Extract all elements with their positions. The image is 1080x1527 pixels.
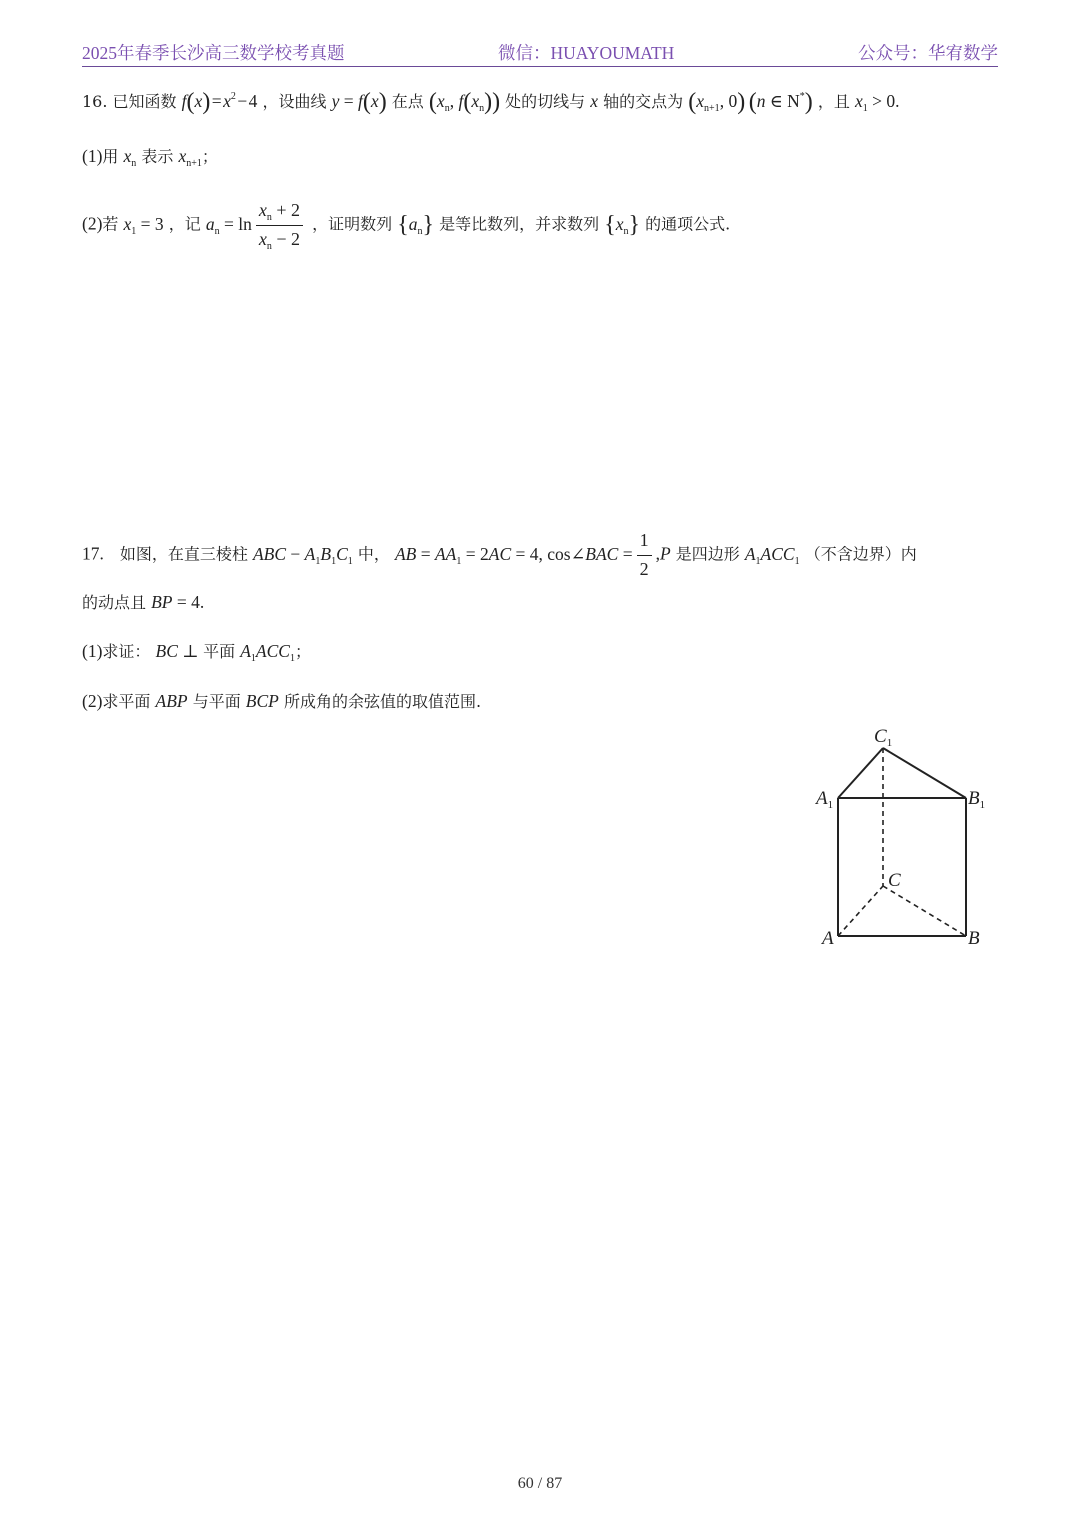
q16-p1-text-1: 用 (102, 147, 119, 166)
q17-stem: 17. 如图，在直三棱柱 ABC − $A_1B_1C_1$ 中， AB = $AA_1 = 2AC = 4$, cos∠BAC = $\frac{1}{2}$ ,P 是四边形 $A_1ACC_1$ （不含边界）内 (82, 530, 917, 579)
q17-p2-text-3: 所成角的余弦值的取值范围. (283, 692, 482, 711)
label-a: A (822, 928, 834, 949)
q17-prism: ABC − $A_1B_1C_1$ (252, 543, 353, 567)
edge-a1-c1 (838, 748, 883, 798)
q17-text-2: 中， (357, 544, 390, 564)
q16-point: ($x_n$, $f(x_n)$) (428, 89, 501, 115)
q16-stem (82, 90, 900, 114)
q16-p2-text-3: ，证明数列 (312, 214, 393, 234)
q17-stem-cont: 的动点且 BP = 4. (82, 592, 205, 612)
q17-text-1: 如图，在直三棱柱 (119, 544, 248, 564)
q16-condition: $x_1 > 0$. (855, 91, 900, 114)
page-header (82, 38, 998, 67)
q16-p2-label: (2) (82, 213, 103, 234)
header-account: 公众号：华宥数学 (858, 43, 998, 63)
q16-curve: y = f(x) (331, 89, 387, 115)
header-wechat: 微信：HUAYOUMATH (498, 43, 675, 63)
q16-text-6: ，且 (817, 92, 850, 111)
q16-number: 16. (82, 92, 108, 111)
q16-p1-label: (1) (82, 146, 103, 166)
edge-c1-b1 (883, 748, 966, 798)
q16-text-4: 处的切线与 (505, 92, 586, 111)
q16-p2-text-4: 是等比数列，并求数列 (439, 214, 600, 234)
q16-p2-text-1: 若 (102, 214, 119, 234)
header-title: 2025年春季长沙高三数学校考真题 (82, 43, 345, 63)
q16-function-def: f(x) = $x^2$ − 4 (181, 89, 258, 115)
q17-text-4: （不含边界）内 (804, 544, 917, 564)
q17-text-3: 是四边形 (675, 544, 740, 564)
q16-p2-text-2: ，记 (168, 214, 201, 234)
label-c: C (888, 870, 901, 891)
q17-number: 17. (82, 543, 104, 564)
q16-text-5: 轴的交点为 (603, 92, 684, 111)
label-a1: $A_1$ (816, 788, 834, 811)
q17-part2: (2)求平面 ABP 与平面 BCP 所成角的余弦值的取值范围. (82, 691, 482, 711)
edge-a-c-hidden (838, 886, 883, 936)
q16-text-2: ，设曲线 (262, 92, 327, 111)
q16-p1-text-2: 表示 (141, 147, 174, 166)
label-c1: $C_1$ (874, 726, 893, 749)
q16-part1: (1)用 $x_n$ 表示 $x_{n+1}$； (82, 146, 218, 169)
edge-c-b-hidden (883, 886, 966, 936)
q17-p2-text-2: 与平面 (192, 692, 241, 711)
prism-figure (810, 722, 1000, 954)
q17-p2-label: (2) (82, 691, 103, 711)
page-number: 60 / 87 (517, 1475, 563, 1492)
q16-part2: (2)若 $x_1 = 3$ ，记 $a_n = \ln$ $\frac{x_n + 2}{x_n - 2}$ ，证明数列 $\{a_n\}$ 是等比数列，并求数列 $\{x_n\}$ 的通项公式. (82, 200, 731, 252)
q16-intersection: ($x_{n+1}$, 0) (n ∈ N*) (688, 89, 813, 115)
q17-text-5: 的动点且 (82, 593, 147, 612)
q16-x-axis: x (590, 91, 599, 111)
q17-p1-text-2: 平面 (203, 642, 236, 661)
q17-p1-label: (1) (82, 641, 103, 661)
q16-fraction: $\frac{x_n + 2}{x_n - 2}$ (256, 200, 303, 250)
q16-text-3: 在点 (391, 92, 424, 111)
q17-p2-text-1: 求平面 (102, 692, 151, 711)
q17-p1-text-1: 求证： (102, 642, 151, 661)
q16-text-1: 已知函数 (112, 92, 177, 111)
q17-part1: (1)求证： BC ⊥ 平面 $A_1ACC_1$； (82, 641, 311, 664)
label-b: B (968, 928, 980, 949)
label-b1: $B_1$ (968, 788, 986, 811)
q17-lengths: AB = $AA_1 = 2AC = 4$, cos∠BAC = (394, 543, 633, 567)
q16-p2-text-5: 的通项公式. (645, 214, 731, 234)
